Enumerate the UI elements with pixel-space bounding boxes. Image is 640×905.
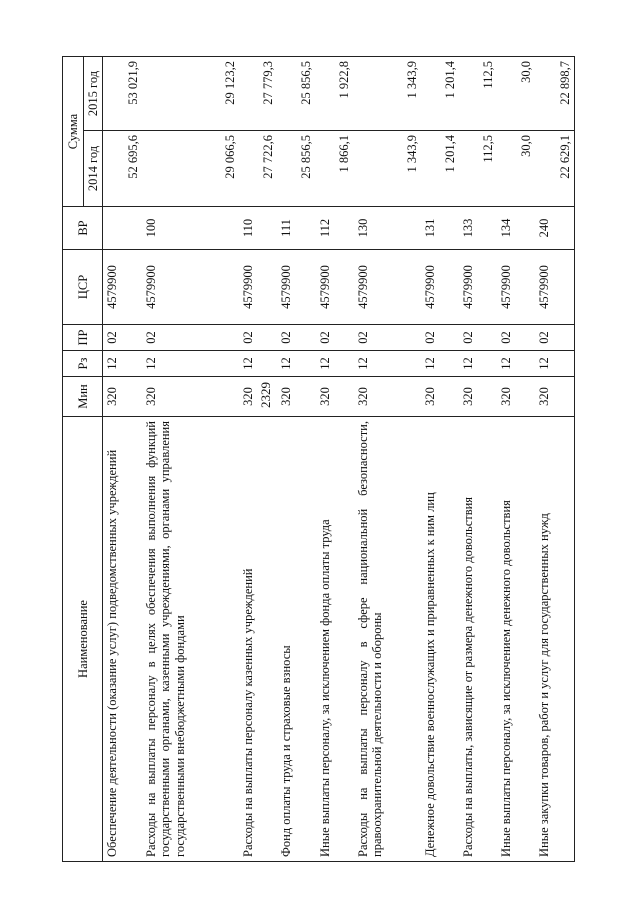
header-year-2014: 2014 год <box>84 131 103 207</box>
row-vr: 130 <box>354 207 422 250</box>
row-name: Обеспечение деятельности (оказание услуг) подведомственных учреждений <box>103 417 142 862</box>
row-csr: 4579900 <box>142 250 240 325</box>
row-vr <box>103 207 142 250</box>
row-pr: 02 <box>142 325 240 351</box>
row-sum-2014: 27 722,6 <box>239 131 277 207</box>
header-sum: Сумма <box>63 57 84 207</box>
row-pr: 02 <box>421 325 459 351</box>
row-sum-2015: 29 123,2 <box>142 57 240 131</box>
budget-table-rotated <box>62 57 575 862</box>
row-sum-2014: 30,0 <box>497 131 535 207</box>
row-pr: 02 <box>535 325 574 351</box>
row-sum-2014: 1 343,9 <box>354 131 422 207</box>
row-min: 320 <box>316 377 354 417</box>
row-name: Расходы на выплаты персоналу в сфере национальной безопасности, правоохранительной деятельности и обороны <box>354 417 422 862</box>
table-row <box>316 57 354 862</box>
page-number-text: 2329 <box>258 382 273 408</box>
row-pr: 02 <box>103 325 142 351</box>
row-sum-2015: 1 343,9 <box>354 57 422 131</box>
table-row <box>239 57 277 862</box>
row-sum-2014: 1 866,1 <box>316 131 354 207</box>
table-row <box>421 57 459 862</box>
row-min: 320 <box>103 377 142 417</box>
row-vr: 112 <box>316 207 354 250</box>
row-csr: 4579900 <box>354 250 422 325</box>
row-vr: 240 <box>535 207 574 250</box>
row-sum-2014: 1 201,4 <box>421 131 459 207</box>
budget-table <box>62 56 575 862</box>
row-rz: 12 <box>142 351 240 377</box>
row-sum-2015: 1 201,4 <box>421 57 459 131</box>
table-header <box>63 57 103 862</box>
row-name: Фонд оплаты труда и страховые взносы <box>277 417 315 862</box>
row-min: 320 <box>277 377 315 417</box>
table-row <box>354 57 422 862</box>
row-name: Иные выплаты персоналу, за исключением денежного довольствия <box>497 417 535 862</box>
header-name: Наименование <box>63 417 103 862</box>
row-sum-2014: 52 695,6 <box>103 131 142 207</box>
row-sum-2015: 112,5 <box>459 57 497 131</box>
row-name: Расходы на выплаты персоналу в целях обеспечения выполнения функций государственными органами, казенными учреждениями, органами управления государственными внебюджетными фондами <box>142 417 240 862</box>
row-csr: 4579900 <box>316 250 354 325</box>
row-rz: 12 <box>277 351 315 377</box>
row-name: Расходы на выплаты персоналу казенных учреждений <box>239 417 277 862</box>
row-rz: 12 <box>421 351 459 377</box>
table-row <box>142 57 240 862</box>
row-vr: 134 <box>497 207 535 250</box>
row-pr: 02 <box>459 325 497 351</box>
row-vr: 133 <box>459 207 497 250</box>
row-sum-2015: 22 898,7 <box>535 57 574 131</box>
row-sum-2015: 1 922,8 <box>316 57 354 131</box>
table-row <box>277 57 315 862</box>
row-sum-2014: 29 066,5 <box>142 131 240 207</box>
row-min: 320 <box>421 377 459 417</box>
row-sum-2014: 112,5 <box>459 131 497 207</box>
table-row <box>497 57 535 862</box>
row-pr: 02 <box>316 325 354 351</box>
row-min: 320 <box>535 377 574 417</box>
table-body <box>103 57 575 862</box>
row-rz: 12 <box>497 351 535 377</box>
table-row <box>535 57 574 862</box>
row-csr: 4579900 <box>459 250 497 325</box>
row-rz: 12 <box>459 351 497 377</box>
row-pr: 02 <box>239 325 277 351</box>
row-pr: 02 <box>277 325 315 351</box>
row-min: 320 <box>239 377 277 417</box>
row-name: Расходы на выплаты, зависящие от размера денежного довольствия <box>459 417 497 862</box>
row-rz: 12 <box>239 351 277 377</box>
header-rz: Рз <box>63 351 103 377</box>
row-vr: 131 <box>421 207 459 250</box>
header-pr: ПР <box>63 325 103 351</box>
header-csr: ЦСР <box>63 250 103 325</box>
row-sum-2015: 27 779,3 <box>239 57 277 131</box>
header-vr: ВР <box>63 207 103 250</box>
row-vr: 111 <box>277 207 315 250</box>
row-rz: 12 <box>316 351 354 377</box>
row-rz: 12 <box>354 351 422 377</box>
table-row <box>459 57 497 862</box>
row-rz: 12 <box>103 351 142 377</box>
row-sum-2014: 22 629,1 <box>535 131 574 207</box>
row-sum-2015: 53 021,9 <box>103 57 142 131</box>
row-name: Иные выплаты персоналу, за исключением фонда оплаты труда <box>316 417 354 862</box>
table-row <box>103 57 142 862</box>
row-min: 320 <box>142 377 240 417</box>
row-sum-2015: 25 856,5 <box>277 57 315 131</box>
row-sum-2014: 25 856,5 <box>277 131 315 207</box>
row-pr: 02 <box>354 325 422 351</box>
row-rz: 12 <box>535 351 574 377</box>
row-vr: 100 <box>142 207 240 250</box>
row-vr: 110 <box>239 207 277 250</box>
header-min: Мин <box>63 377 103 417</box>
row-sum-2015: 30,0 <box>497 57 535 131</box>
row-pr: 02 <box>497 325 535 351</box>
header-year-2015: 2015 год <box>84 57 103 131</box>
row-min: 320 <box>354 377 422 417</box>
row-min: 320 <box>459 377 497 417</box>
row-min: 320 <box>497 377 535 417</box>
row-csr: 4579900 <box>421 250 459 325</box>
row-name: Денежное довольствие военнослужащих и приравненных к ним лиц <box>421 417 459 862</box>
row-csr: 4579900 <box>103 250 142 325</box>
row-name: Иные закупки товаров, работ и услуг для государственных нужд <box>535 417 574 862</box>
row-csr: 4579900 <box>535 250 574 325</box>
row-csr: 4579900 <box>277 250 315 325</box>
row-csr: 4579900 <box>497 250 535 325</box>
row-csr: 4579900 <box>239 250 277 325</box>
